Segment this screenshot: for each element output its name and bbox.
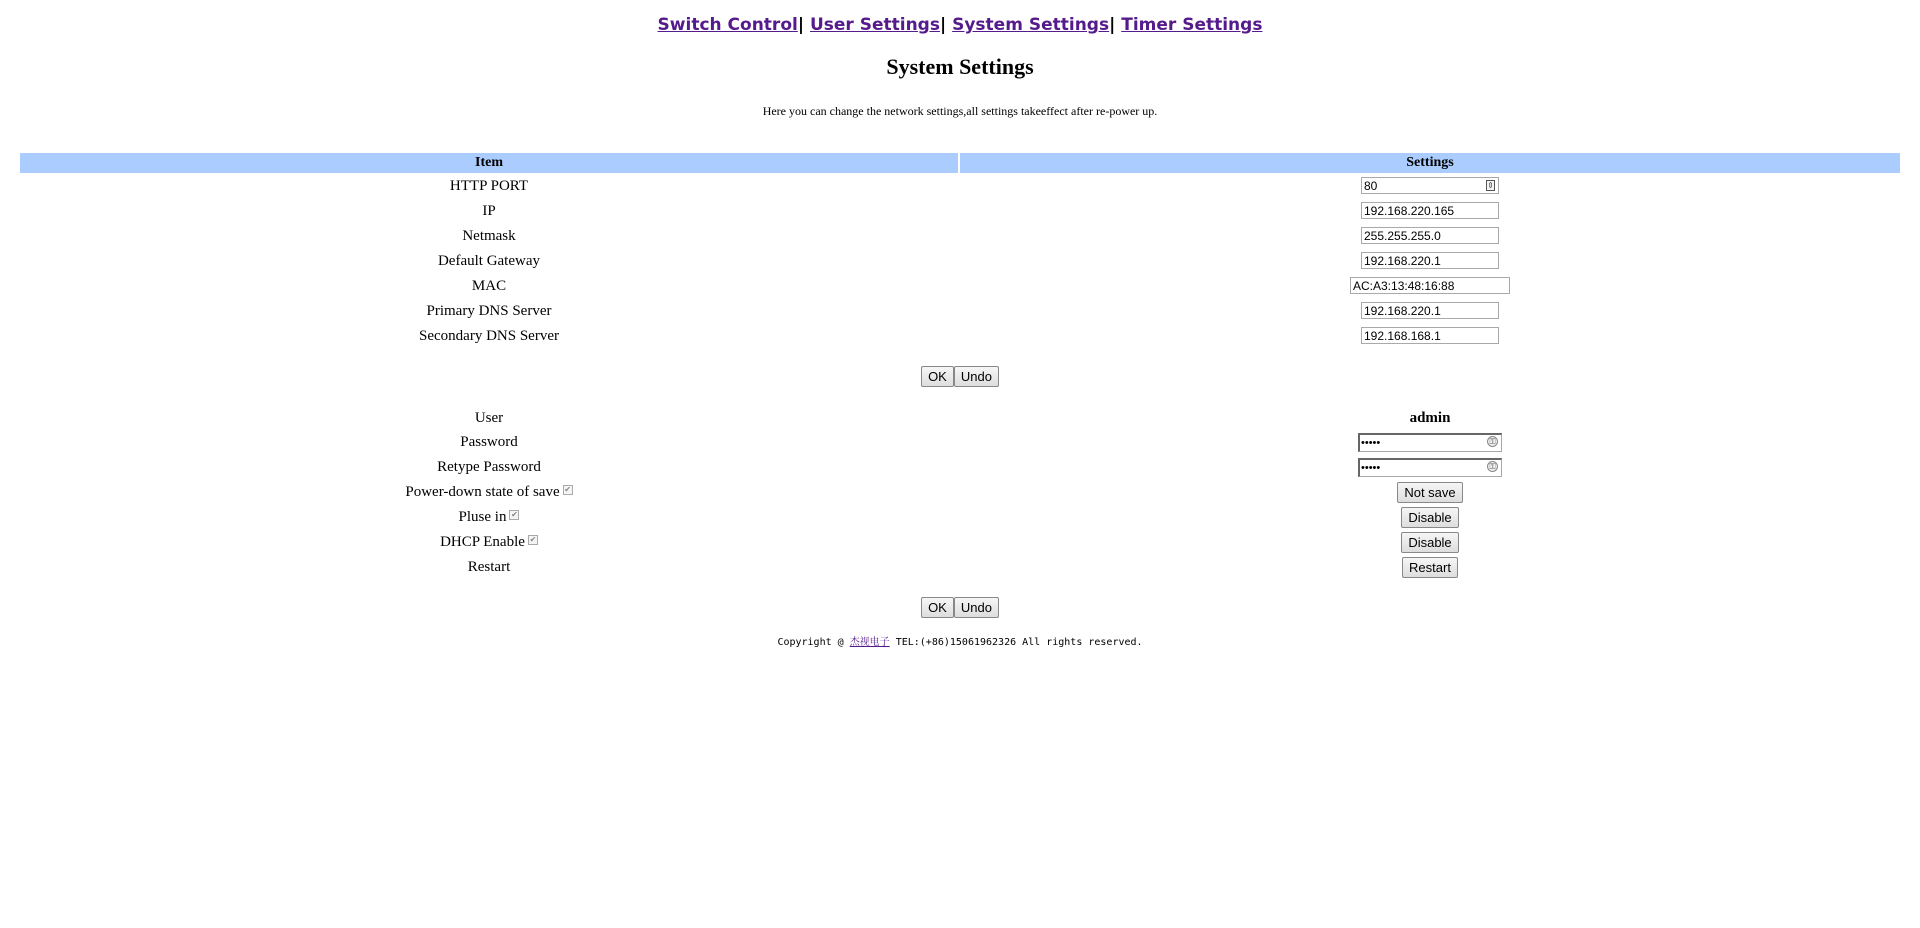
account-ok-button[interactable]: OK xyxy=(921,597,954,618)
pluse-in-checkbox[interactable]: ✔ xyxy=(511,510,518,519)
nav-separator: | xyxy=(1109,15,1116,35)
mac-label: MAC xyxy=(471,278,507,294)
netmask-label: Netmask xyxy=(462,228,516,244)
secondary-dns-input[interactable] xyxy=(1361,327,1499,344)
user-label: User xyxy=(474,410,504,426)
footer-suffix: TEL:(+86)15061962326 All rights reserved. xyxy=(889,637,1143,648)
nav-link-user-settings[interactable]: User Settings xyxy=(809,15,940,35)
retype-password-input[interactable] xyxy=(1358,458,1502,477)
table-row xyxy=(20,555,1900,580)
nav-separator: | xyxy=(797,15,805,35)
dhcp-checkbox[interactable]: ✔ xyxy=(529,535,537,544)
http-port-label: HTTP PORT xyxy=(449,178,529,194)
network-button-group xyxy=(0,366,1920,387)
table-row xyxy=(20,174,1900,199)
table-row xyxy=(20,505,1900,530)
ip-input[interactable] xyxy=(1361,202,1499,219)
footer-prefix: Copyright @ xyxy=(777,637,850,648)
account-undo-button[interactable]: Undo xyxy=(954,597,999,618)
nav-separator: | xyxy=(939,15,947,35)
header-item: Item xyxy=(20,153,958,173)
pluse-in-label: Pluse in xyxy=(458,509,507,525)
dhcp-disable-button[interactable]: Disable xyxy=(1401,532,1458,553)
page-subtitle: Here you can change the network settings,all settings takeeffect after re-power up. xyxy=(762,104,1158,118)
ip-label: IP xyxy=(482,203,496,219)
table-row xyxy=(20,406,1900,431)
table-header xyxy=(20,153,1900,173)
pluse-in-disable-button[interactable]: Disable xyxy=(1401,507,1458,528)
key-icon[interactable]: ⚿ xyxy=(1487,461,1498,472)
table-row xyxy=(20,274,1900,299)
user-value: admin xyxy=(1409,410,1451,426)
gateway-input[interactable] xyxy=(1361,252,1499,269)
network-ok-button[interactable]: OK xyxy=(921,366,954,387)
gateway-label: Default Gateway xyxy=(437,253,541,269)
not-save-button[interactable]: Not save xyxy=(1397,482,1462,503)
power-down-checkbox[interactable]: ✔ xyxy=(564,485,571,494)
nav-link-switch-control[interactable]: Switch Control xyxy=(657,15,798,35)
table-row xyxy=(20,480,1900,505)
page-title: System Settings xyxy=(886,54,1034,79)
restart-label: Restart xyxy=(467,559,511,575)
netmask-input[interactable] xyxy=(1361,227,1499,244)
dhcp-label: DHCP Enable xyxy=(440,534,525,550)
primary-dns-label: Primary DNS Server xyxy=(426,303,552,319)
retype-password-field-wrap xyxy=(1358,458,1502,477)
mac-input[interactable] xyxy=(1350,277,1510,294)
spinner-icon[interactable]: ⇕ xyxy=(1487,181,1494,190)
table-row xyxy=(20,324,1900,349)
password-field-wrap xyxy=(1358,433,1502,452)
table-row xyxy=(20,530,1900,555)
top-navigation xyxy=(0,15,1920,35)
table-row xyxy=(20,455,1900,480)
account-button-group xyxy=(0,597,1920,618)
power-down-label-cell xyxy=(20,480,958,505)
restart-button[interactable]: Restart xyxy=(1402,557,1458,578)
table-row xyxy=(20,430,1900,455)
http-port-input[interactable] xyxy=(1361,177,1499,194)
table-row xyxy=(20,249,1900,274)
nav-link-timer-settings[interactable]: Timer Settings xyxy=(1121,15,1263,35)
footer-company-link[interactable]: 杰视电子 xyxy=(849,637,890,648)
primary-dns-input[interactable] xyxy=(1361,302,1499,319)
key-icon[interactable]: ⚿ xyxy=(1487,436,1498,447)
network-undo-button[interactable]: Undo xyxy=(954,366,999,387)
table-row xyxy=(20,224,1900,249)
password-input[interactable] xyxy=(1358,433,1502,452)
footer xyxy=(0,633,1920,648)
secondary-dns-label: Secondary DNS Server xyxy=(419,328,559,344)
power-down-label: Power-down state of save xyxy=(405,484,560,500)
header-settings: Settings xyxy=(960,153,1900,173)
table-row xyxy=(20,199,1900,224)
http-port-field-wrap xyxy=(1361,177,1499,195)
retype-password-label: Retype Password xyxy=(437,459,541,475)
password-label: Password xyxy=(460,434,518,450)
nav-link-system-settings[interactable]: System Settings xyxy=(952,15,1110,35)
dhcp-label-cell xyxy=(20,530,958,555)
table-row xyxy=(20,299,1900,324)
pluse-in-label-cell xyxy=(20,505,958,530)
